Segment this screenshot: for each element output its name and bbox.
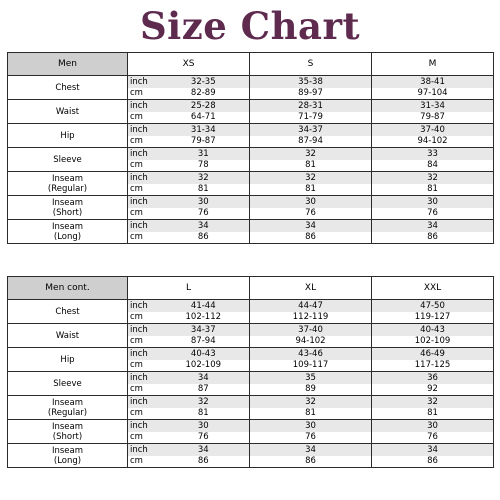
- measurement-label: [8, 300, 128, 324]
- size-value-cell: 31: [158, 148, 250, 160]
- size-value-cell: 97-104: [372, 88, 494, 100]
- size-value-cell: 32: [250, 396, 372, 408]
- measurement-label: [8, 420, 128, 444]
- table-row: [8, 100, 494, 112]
- size-value-cell: 34: [250, 444, 372, 456]
- size-value-cell: 30: [250, 420, 372, 432]
- size-value-cell: 34: [158, 444, 250, 456]
- size-value-cell: 87-94: [250, 136, 372, 148]
- measurement-label-line: Sleeve: [53, 154, 82, 165]
- size-value-cell: 32: [158, 172, 250, 184]
- size-value-cell: 34: [372, 444, 494, 456]
- measurement-label-line: Inseam: [51, 421, 84, 432]
- size-value-cell: 81: [158, 184, 250, 196]
- measurement-label-line: Inseam: [51, 173, 84, 184]
- unit-label: inch: [128, 324, 158, 336]
- table-row: [8, 172, 494, 184]
- size-value-cell: 76: [158, 208, 250, 220]
- size-value-cell: 32-35: [158, 76, 250, 88]
- size-value-cell: 30: [158, 420, 250, 432]
- page-title: Size Chart: [139, 4, 361, 48]
- size-value-cell: 34: [250, 220, 372, 232]
- size-value-cell: 89-97: [250, 88, 372, 100]
- size-value-cell: 79-87: [372, 112, 494, 124]
- size-value-cell: 102-109: [158, 360, 250, 372]
- measurement-label: [8, 196, 128, 220]
- measurement-label-line: (Long): [53, 455, 82, 466]
- table-row: [8, 220, 494, 232]
- size-value-cell: 76: [250, 432, 372, 444]
- size-value-cell: 31-34: [372, 100, 494, 112]
- measurement-label-line: Hip: [60, 354, 75, 365]
- size-value-cell: 109-117: [250, 360, 372, 372]
- size-value-cell: 40-43: [372, 324, 494, 336]
- measurement-label: [8, 324, 128, 348]
- table-row: [8, 372, 494, 384]
- size-value-cell: 112-119: [250, 312, 372, 324]
- size-value-cell: 81: [372, 408, 494, 420]
- table-header-row: [8, 277, 494, 300]
- size-value-cell: 34-37: [158, 324, 250, 336]
- size-value-cell: 35-38: [250, 76, 372, 88]
- size-value-cell: 47-50: [372, 300, 494, 312]
- unit-label: cm: [128, 384, 158, 396]
- size-value-cell: 40-43: [158, 348, 250, 360]
- unit-label: inch: [128, 100, 158, 112]
- measurement-label: [8, 348, 128, 372]
- measurement-label-line: Inseam: [51, 397, 84, 408]
- table-row: [8, 124, 494, 136]
- measurement-label-line: (Regular): [47, 407, 88, 418]
- size-value-cell: 94-102: [250, 336, 372, 348]
- measurement-label-line: (Short): [52, 431, 83, 442]
- size-header: M: [372, 53, 494, 76]
- size-value-cell: 76: [158, 432, 250, 444]
- size-value-cell: 86: [372, 456, 494, 468]
- size-value-cell: 37-40: [250, 324, 372, 336]
- size-value-cell: 78: [158, 160, 250, 172]
- size-value-cell: 86: [158, 232, 250, 244]
- size-value-cell: 71-79: [250, 112, 372, 124]
- measurement-label: [8, 124, 128, 148]
- size-value-cell: 64-71: [158, 112, 250, 124]
- size-value-cell: 76: [250, 208, 372, 220]
- table-row: [8, 324, 494, 336]
- size-value-cell: 87: [158, 384, 250, 396]
- size-value-cell: 119-127: [372, 312, 494, 324]
- size-value-cell: 30: [158, 196, 250, 208]
- size-value-cell: 34: [158, 372, 250, 384]
- size-table-men: [7, 52, 494, 244]
- table-header-row: [8, 53, 494, 76]
- measurement-label: [8, 76, 128, 100]
- table-corner-label: Men cont.: [8, 277, 128, 300]
- measurement-label-line: Sleeve: [53, 378, 82, 389]
- table-row: [8, 300, 494, 312]
- table-row: [8, 196, 494, 208]
- size-value-cell: 94-102: [372, 136, 494, 148]
- size-value-cell: 38-41: [372, 76, 494, 88]
- size-value-cell: 34-37: [250, 124, 372, 136]
- size-value-cell: 32: [372, 396, 494, 408]
- measurement-label: [8, 444, 128, 468]
- size-value-cell: 82-89: [158, 88, 250, 100]
- size-value-cell: 33: [372, 148, 494, 160]
- size-value-cell: 46-49: [372, 348, 494, 360]
- unit-label: cm: [128, 336, 158, 348]
- measurement-label-line: (Short): [52, 207, 83, 218]
- measurement-label: [8, 396, 128, 420]
- unit-label: cm: [128, 88, 158, 100]
- unit-label: inch: [128, 396, 158, 408]
- size-value-cell: 87-94: [158, 336, 250, 348]
- size-header: L: [128, 277, 250, 300]
- unit-label: cm: [128, 136, 158, 148]
- size-value-cell: 28-31: [250, 100, 372, 112]
- size-value-cell: 86: [250, 232, 372, 244]
- size-value-cell: 35: [250, 372, 372, 384]
- unit-label: inch: [128, 76, 158, 88]
- measurement-label: [8, 148, 128, 172]
- size-value-cell: 86: [372, 232, 494, 244]
- size-value-cell: 81: [250, 184, 372, 196]
- unit-label: cm: [128, 112, 158, 124]
- measurement-label: [8, 220, 128, 244]
- table-row: [8, 396, 494, 408]
- size-value-cell: 117-125: [372, 360, 494, 372]
- measurement-label-line: Chest: [55, 306, 80, 317]
- unit-label: inch: [128, 300, 158, 312]
- size-value-cell: 81: [158, 408, 250, 420]
- measurement-label-line: Inseam: [51, 197, 84, 208]
- unit-label: inch: [128, 444, 158, 456]
- size-value-cell: 43-46: [250, 348, 372, 360]
- table-row: [8, 76, 494, 88]
- measurement-label-line: Waist: [55, 106, 80, 117]
- measurement-label-line: Inseam: [51, 445, 84, 456]
- table-row: [8, 148, 494, 160]
- size-value-cell: 86: [158, 456, 250, 468]
- size-value-cell: 34: [158, 220, 250, 232]
- size-value-cell: 31-34: [158, 124, 250, 136]
- size-value-cell: 92: [372, 384, 494, 396]
- size-value-cell: 44-47: [250, 300, 372, 312]
- size-header: XXL: [372, 277, 494, 300]
- unit-label: inch: [128, 420, 158, 432]
- size-table-men-cont: [7, 276, 494, 468]
- size-value-cell: 102-112: [158, 312, 250, 324]
- unit-label: inch: [128, 372, 158, 384]
- unit-label: cm: [128, 312, 158, 324]
- measurement-label-line: Chest: [55, 82, 80, 93]
- size-value-cell: 32: [372, 172, 494, 184]
- measurement-label: [8, 372, 128, 396]
- size-value-cell: 32: [158, 396, 250, 408]
- size-value-cell: 89: [250, 384, 372, 396]
- size-value-cell: 25-28: [158, 100, 250, 112]
- table-row: [8, 444, 494, 456]
- measurement-label-line: Waist: [55, 330, 80, 341]
- size-value-cell: 76: [372, 208, 494, 220]
- size-value-cell: 41-44: [158, 300, 250, 312]
- table-row: [8, 348, 494, 360]
- size-value-cell: 102-109: [372, 336, 494, 348]
- unit-label: cm: [128, 360, 158, 372]
- measurement-label: [8, 172, 128, 196]
- size-header: XL: [250, 277, 372, 300]
- size-value-cell: 79-87: [158, 136, 250, 148]
- unit-label: cm: [128, 184, 158, 196]
- size-value-cell: 81: [250, 408, 372, 420]
- measurement-label-line: (Long): [53, 231, 82, 242]
- size-value-cell: 86: [250, 456, 372, 468]
- size-value-cell: 81: [250, 160, 372, 172]
- size-value-cell: 36: [372, 372, 494, 384]
- unit-label: cm: [128, 432, 158, 444]
- size-value-cell: 76: [372, 432, 494, 444]
- size-value-cell: 30: [372, 196, 494, 208]
- measurement-label-line: Inseam: [51, 221, 84, 232]
- unit-label: cm: [128, 408, 158, 420]
- unit-label: cm: [128, 208, 158, 220]
- table-corner-label: Men: [8, 53, 128, 76]
- size-value-cell: 37-40: [372, 124, 494, 136]
- unit-label: inch: [128, 196, 158, 208]
- size-value-cell: 30: [372, 420, 494, 432]
- size-value-cell: 30: [250, 196, 372, 208]
- size-value-cell: 32: [250, 148, 372, 160]
- unit-label: inch: [128, 172, 158, 184]
- unit-label: inch: [128, 148, 158, 160]
- unit-label: inch: [128, 124, 158, 136]
- size-header: S: [250, 53, 372, 76]
- measurement-label-line: Hip: [60, 130, 75, 141]
- size-header: XS: [128, 53, 250, 76]
- unit-label: cm: [128, 456, 158, 468]
- unit-label: inch: [128, 348, 158, 360]
- table-row: [8, 420, 494, 432]
- size-value-cell: 32: [250, 172, 372, 184]
- size-value-cell: 34: [372, 220, 494, 232]
- size-value-cell: 84: [372, 160, 494, 172]
- measurement-label: [8, 100, 128, 124]
- measurement-label-line: (Regular): [47, 183, 88, 194]
- unit-label: cm: [128, 160, 158, 172]
- size-value-cell: 81: [372, 184, 494, 196]
- unit-label: inch: [128, 220, 158, 232]
- unit-label: cm: [128, 232, 158, 244]
